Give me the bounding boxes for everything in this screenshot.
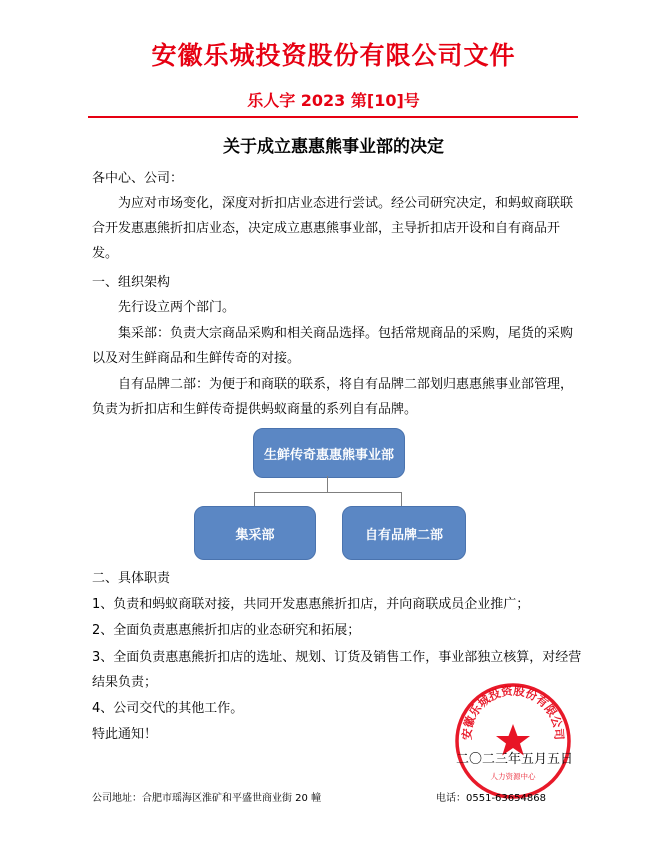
document-title: 关于成立惠惠熊事业部的决定 <box>223 137 444 157</box>
company-doc-title: 安徽乐城投资股份有限公司文件 <box>151 41 516 70</box>
svg-text:安徽乐城投资股份有限公司: 安徽乐城投资股份有限公司 <box>459 683 567 741</box>
org-child-box-2: 自有品牌二部 <box>342 506 466 560</box>
footer-address: 公司地址：合肥市瑶海区淮矿和平盛世商业街 20 幢 <box>92 793 322 804</box>
company-seal <box>452 680 574 802</box>
org-connector-horizontal <box>254 492 402 493</box>
section1-heading: 一、组织架构 <box>92 275 171 290</box>
seal-stamp-icon <box>452 680 574 802</box>
duty-item: 4、公司交代的其他工作。 <box>92 701 244 716</box>
section1-intro: 先行设立两个部门。 <box>118 300 236 315</box>
duty-item: 1、负责和蚂蚁商联对接，共同开发惠惠熊折扣店，并向商联成员企业推广； <box>92 597 530 612</box>
svg-text:人力资源中心: 人力资源中心 <box>490 772 536 781</box>
org-connector-vertical <box>327 476 328 492</box>
doc-number: 乐人字 2023 第[10]号 <box>247 91 420 110</box>
dept2-paragraph: 自有品牌二部：为便于和商联的联系，将自有品牌二部划归惠惠熊事业部管理，负责为折扣店和生鲜传奇提供蚂蚁商量的系列自有品牌。 <box>92 377 574 417</box>
org-root-box: 生鲜传奇惠惠熊事业部 <box>253 428 405 478</box>
duty-item: 2、全面负责惠惠熊折扣店的业态研究和拓展； <box>92 623 361 638</box>
salutation: 各中心、公司： <box>92 171 184 186</box>
duty-item: 3、全面负责惠惠熊折扣店的选址、规划、订货及销售工作，事业部独立核算，对经营结果负责； <box>92 650 582 690</box>
red-divider <box>88 116 578 118</box>
intro-paragraph: 为应对市场变化，深度对折扣店业态进行尝试。经公司研究决定，和蚂蚁商联联合开发惠惠熊折扣店业态，决定成立惠惠熊事业部，主导折扣店开设和自有商品开发。 <box>92 196 574 261</box>
org-chart <box>194 428 464 560</box>
section2-heading: 二、具体职责 <box>92 571 171 586</box>
closing-text: 特此通知！ <box>92 727 158 742</box>
dept1-paragraph: 集采部：负责大宗商品采购和相关商品选择。包括常规商品的采购，尾货的采购以及对生鲜商品和生鲜传奇的对接。 <box>92 326 574 366</box>
footer-phone: 电话：0551-63654868 <box>436 793 546 804</box>
document-date: 二〇二三年五月五日 <box>456 752 574 767</box>
org-connector-right <box>401 492 402 506</box>
org-connector-left <box>254 492 255 506</box>
org-child-box-1: 集采部 <box>194 506 316 560</box>
